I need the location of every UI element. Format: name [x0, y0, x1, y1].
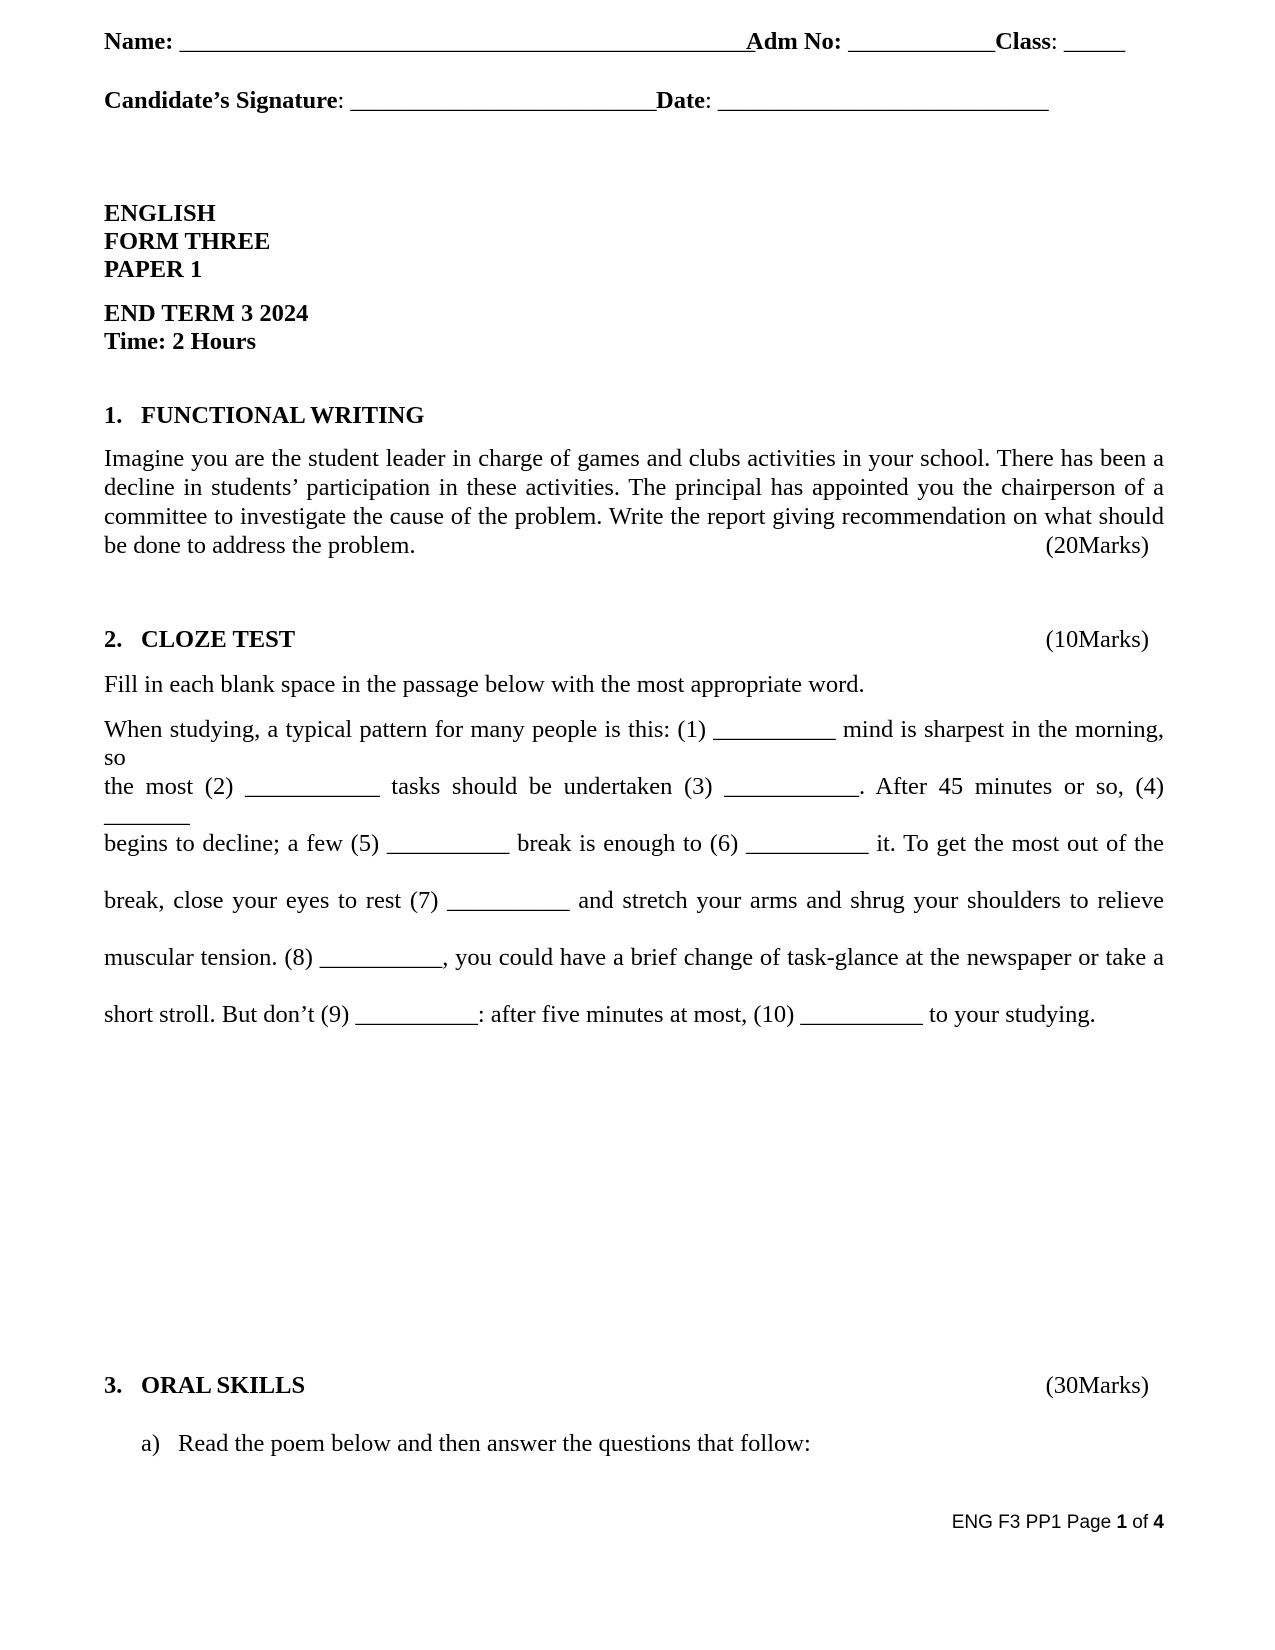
term-title: END TERM 3 2024: [104, 300, 309, 327]
section2-number: 2.: [104, 626, 123, 653]
time-title: Time: 2 Hours: [104, 328, 256, 355]
subject-title: ENGLISH: [104, 200, 216, 227]
section3-item-text: Read the poem below and then answer the questions that follow:: [178, 1430, 811, 1457]
section2-heading: CLOZE TEST: [141, 626, 296, 653]
date-field[interactable]: [656, 87, 1049, 115]
cloze-line-2: the most (2) ___________ tasks should be undertaken (3) ___________. After 45 minutes or so, (4) _______: [104, 773, 1164, 828]
section1-line-1: Imagine you are the student leader in charge of games and clubs activities in your school. There has been a: [104, 445, 1164, 472]
footer-page-number: 1: [1116, 1512, 1128, 1533]
section2-instruction: Fill in each blank space in the passage below with the most appropriate word.: [104, 671, 865, 698]
section2-marks: (10Marks): [1045, 626, 1149, 653]
section1-line-3: committee to investigate the cause of the problem. Write the report giving recommendation on what should: [104, 503, 1164, 530]
class-blank[interactable]: : _____: [1050, 28, 1126, 55]
section3-number: 3.: [104, 1372, 123, 1399]
section3-marks: (30Marks): [1045, 1372, 1149, 1399]
section1-heading: FUNCTIONAL WRITING: [141, 402, 425, 429]
form-title: FORM THREE: [104, 228, 271, 255]
section1-line-2: decline in students’ participation in these activities. The principal has appointed you the chairperson of a: [104, 474, 1164, 501]
signature-blank[interactable]: : _________________________: [337, 87, 657, 114]
signature-field[interactable]: [104, 87, 657, 115]
section1-number: 1.: [104, 402, 123, 429]
paper-title: PAPER 1: [104, 256, 203, 283]
cloze-line-3: begins to decline; a few (5) __________ break is enough to (6) __________ it. To get the most out of the: [104, 830, 1164, 857]
cloze-line-5: muscular tension. (8) __________, you could have a brief change of task-glance at the newspaper or take a: [104, 944, 1164, 971]
page-footer: [952, 1512, 1164, 1534]
section1-marks: (20Marks): [1045, 532, 1149, 559]
section3-heading: ORAL SKILLS: [141, 1372, 306, 1399]
cloze-line-4: break, close your eyes to rest (7) __________ and stretch your arms and shrug your shoulders to relieve: [104, 887, 1164, 914]
signature-label: Candidate’s Signature: [104, 87, 338, 114]
name-label: Name:: [104, 28, 174, 55]
adm-blank[interactable]: ____________: [848, 28, 996, 55]
footer-page-total: 4: [1153, 1512, 1164, 1533]
date-blank[interactable]: : ___________________________: [704, 87, 1049, 114]
name-blank[interactable]: _______________________________________________: [179, 28, 756, 55]
footer-of: of: [1127, 1512, 1154, 1533]
footer-prefix: ENG F3 PP1 Page: [951, 1512, 1117, 1533]
adm-label: Adm No:: [746, 28, 842, 55]
date-label: Date: [656, 87, 705, 114]
section3-item-label: a): [141, 1430, 161, 1457]
cloze-line-6: short stroll. But don’t (9) __________: after five minutes at most, (10) __________ to your studying.: [104, 1001, 1096, 1028]
class-label: Class: [995, 28, 1051, 55]
name-field[interactable]: [104, 28, 755, 56]
section1-line-4: be done to address the problem.: [104, 532, 416, 559]
adm-field[interactable]: [746, 28, 1125, 56]
cloze-line-1: When studying, a typical pattern for many people is this: (1) __________ mind is sharpest in the morning, so: [104, 716, 1164, 771]
